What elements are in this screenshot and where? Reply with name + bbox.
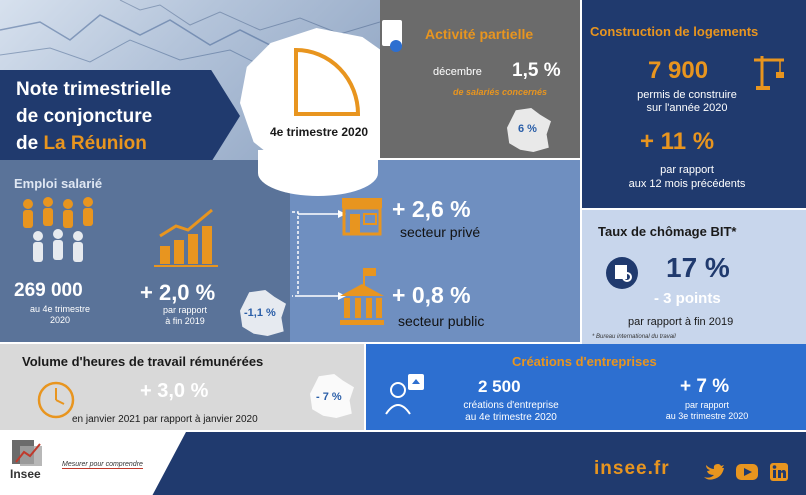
employment-change-caption-line1: par rapport bbox=[162, 305, 208, 315]
hours-caption: en janvier 2021 par rapport à janvier 2020 bbox=[72, 414, 258, 425]
partial-activity-france-value: 6 % bbox=[518, 123, 537, 135]
linkedin-icon[interactable] bbox=[770, 463, 788, 481]
document-clock-icon bbox=[376, 16, 406, 54]
business-count: 2 500 bbox=[478, 377, 521, 396]
shop-icon bbox=[340, 196, 384, 236]
employment-total-caption-line2: 2020 bbox=[49, 315, 71, 325]
employment-change-caption-line2: à fin 2019 bbox=[165, 316, 205, 326]
unemployment-title: Taux de chômage BIT* bbox=[598, 224, 737, 239]
footer-tagline: Mesurer pour comprendre bbox=[62, 461, 143, 468]
construction-change-caption-line2: aux 12 mois précédents bbox=[628, 178, 746, 190]
employment-change: + 2,0 % bbox=[140, 280, 216, 305]
insee-logo-icon bbox=[10, 438, 44, 468]
job-search-icon bbox=[605, 256, 639, 290]
site-link[interactable]: insee.fr bbox=[594, 458, 670, 479]
unemployment-change: - 3 points bbox=[654, 290, 721, 307]
partial-activity-value: 1,5 % bbox=[512, 60, 561, 81]
construction-value: 7 900 bbox=[648, 57, 709, 84]
hours-value: + 3,0 % bbox=[140, 380, 209, 402]
business-title: Créations d'entreprises bbox=[512, 354, 657, 369]
private-sector-value: + 2,6 % bbox=[392, 196, 471, 222]
private-sector-label: secteur privé bbox=[400, 224, 481, 240]
public-sector-label: secteur public bbox=[398, 313, 485, 329]
quarter-label: 4e trimestre 2020 bbox=[270, 125, 369, 139]
hours-france-value: - 7 % bbox=[316, 391, 342, 403]
partial-activity-month: décembre bbox=[433, 66, 482, 78]
unemployment-caption: par rapport à fin 2019 bbox=[628, 316, 734, 328]
construction-change-caption bbox=[612, 163, 762, 191]
quarter-pie-icon bbox=[292, 46, 362, 118]
business-change-caption-line1: par rapport bbox=[684, 400, 730, 410]
unemployment-value: 17 % bbox=[666, 252, 730, 283]
construction-change: + 11 % bbox=[640, 128, 715, 155]
title-prefix: de bbox=[16, 133, 44, 154]
public-building-icon bbox=[338, 266, 386, 328]
title-place: La Réunion bbox=[43, 133, 147, 154]
business-change-caption-line2: au 3e trimestre 2020 bbox=[665, 411, 749, 421]
employment-change-caption bbox=[140, 305, 230, 327]
twitter-icon[interactable] bbox=[702, 463, 724, 481]
title-line-3 bbox=[16, 130, 171, 157]
island-overlap bbox=[258, 150, 378, 196]
title-line-2: de conjoncture bbox=[16, 106, 153, 127]
insee-logo-text: Insee bbox=[10, 467, 41, 481]
business-change: + 7 % bbox=[680, 376, 730, 397]
employment-france-value: -1,1 % bbox=[244, 307, 276, 319]
business-change-caption bbox=[642, 400, 772, 422]
hours-title: Volume d'heures de travail rémunérées bbox=[22, 354, 264, 369]
construction-caption-line1: permis de construire bbox=[637, 89, 737, 101]
construction-title: Construction de logements bbox=[590, 24, 759, 39]
business-count-caption-line1: créations d'entreprise bbox=[463, 400, 559, 411]
employment-total-caption bbox=[10, 304, 110, 326]
business-count-caption bbox=[436, 400, 586, 424]
unemployment-footnote: * Bureau international du travail bbox=[592, 334, 676, 340]
crane-icon bbox=[752, 52, 786, 92]
growth-chart-icon bbox=[152, 206, 222, 270]
title-line-1: Note trimestrielle bbox=[16, 79, 172, 100]
construction-caption-line2: sur l'année 2020 bbox=[646, 102, 728, 114]
entrepreneur-icon bbox=[382, 370, 428, 416]
people-icon bbox=[18, 196, 108, 266]
employment-total: 269 000 bbox=[14, 280, 83, 301]
partial-activity-title: Activité partielle bbox=[425, 26, 534, 42]
employment-total-caption-line1: au 4e trimestre bbox=[29, 304, 91, 314]
public-sector-value: + 0,8 % bbox=[392, 282, 471, 308]
partial-activity-caption: de salariés concernés bbox=[453, 87, 548, 97]
page-title bbox=[16, 76, 171, 157]
employment-title: Emploi salarié bbox=[14, 176, 103, 191]
youtube-icon[interactable] bbox=[735, 463, 759, 481]
construction-caption bbox=[612, 89, 762, 115]
clock-icon bbox=[36, 380, 76, 420]
construction-change-caption-line1: par rapport bbox=[660, 164, 714, 176]
business-count-caption-line2: au 4e trimestre 2020 bbox=[465, 412, 557, 423]
